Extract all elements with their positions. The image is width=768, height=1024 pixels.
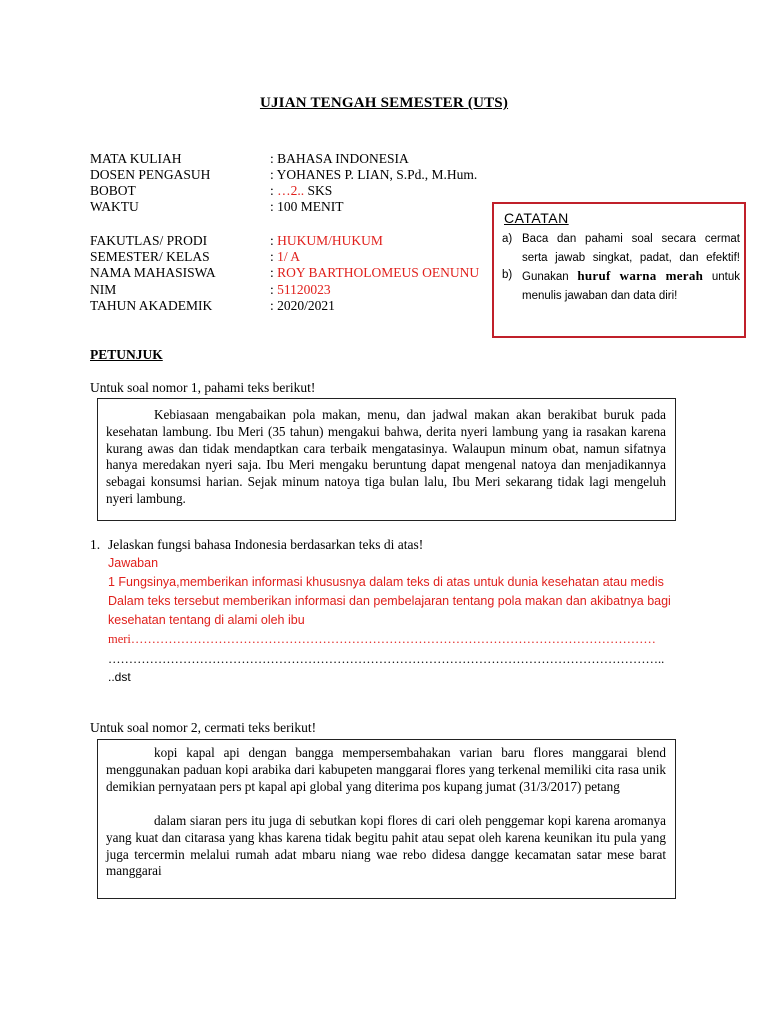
- identity-value: [270, 183, 332, 199]
- identity-label: FAKUTLAS/ PRODI: [90, 233, 208, 248]
- intro-question-2: Untuk soal nomor 2, cermati teks berikut!: [90, 720, 317, 735]
- identity-label: WAKTU: [90, 199, 139, 214]
- reading-text-box-1: [97, 398, 676, 521]
- reading-text-box-2: [97, 739, 676, 899]
- identity-value: [270, 249, 300, 265]
- answer-line: kesehatan tentang di alami oleh ibu: [108, 613, 305, 627]
- identity-value: : BAHASA INDONESIA: [270, 151, 409, 166]
- identity-label: NAMA MAHASISWA: [90, 265, 216, 280]
- dst-label: ..dst: [108, 670, 131, 684]
- item-line: serta jawab singkat, padat, dan efektif!: [522, 252, 740, 264]
- item-text: untuk: [703, 271, 741, 283]
- identity-label: TAHUN AKADEMIK: [90, 298, 213, 313]
- bobot-answer: …2..: [277, 183, 305, 198]
- kelas-answer: 1/ A: [277, 249, 301, 264]
- reading-text-2-paragraph-1: kopi kapal api dengan bangga mempersembahakan varian baru flores manggarai blend menggunakan paduan kopi arabika dari kabupeten manggarai flores yang terkenal memiliki cita rasa unik demikian pernyataan pers pt kapal api global yang diterima pos kupang jumat (31/3/2017) petang: [106, 745, 666, 794]
- answer-label: Jawaban: [108, 556, 159, 570]
- identity-label: NIM: [90, 282, 117, 297]
- petunjuk-heading: PETUNJUK: [90, 347, 163, 362]
- intro-question-1: Untuk soal nomor 1, pahami teks berikut!: [90, 380, 316, 395]
- answer-line: Dalam teks tersebut memberikan informasi dan pembelajaran tentang pola makan dan akibatnya bagi: [108, 594, 671, 608]
- identity-value: : 100 MENIT: [270, 199, 344, 214]
- identity-label: BOBOT: [90, 183, 136, 198]
- catatan-title: CATATAN: [504, 210, 569, 226]
- value-prefix: :: [270, 249, 278, 264]
- identity-value: : YOHANES P. LIAN, S.Pd., M.Hum.: [270, 167, 478, 182]
- item-marker: a): [502, 233, 513, 245]
- reading-text-1: Kebiasaan mengabaikan pola makan, menu, dan jadwal makan akan berakibat buruk pada kesehatan lambung. Ibu Meri (35 tahun) mengakui bahwa, derita nyeri lambung yang ia rasakan karena kurang awas dan tidak mendaptkan cara terbaik mengatasinya. Walaupun minum obat, namun sifatnya hanya meredakan nyeri saja. Ibu Meri mengaku beruntung dapat mengenal natoya dan menjadikannya sebagai konsumsi harian. Sejak minum natoya tiga bulan lalu, Ibu Meri sekarang tidak lagi mengeluh nyeri lambung.: [106, 407, 666, 506]
- item-emphasis: huruf warna merah: [577, 268, 704, 283]
- value-suffix: SKS: [304, 183, 333, 198]
- question-number: 1.: [90, 537, 101, 552]
- value-prefix: :: [270, 233, 278, 248]
- answer-line: 1 Fungsinya,memberikan informasi khususnya dalam teks di atas untuk dunia kesehatan atau medis: [108, 575, 664, 589]
- item-line: [522, 266, 740, 287]
- catatan-box: [492, 202, 746, 338]
- catatan-item-b: [502, 266, 740, 306]
- item-line: menulis jawaban dan data diri!: [522, 290, 678, 302]
- question-1-text: Jelaskan fungsi bahasa Indonesia berdasarkan teks di atas!: [108, 537, 424, 552]
- nim-answer: 51120023: [277, 282, 331, 297]
- identity-value: [270, 233, 383, 249]
- identity-value: [270, 282, 331, 298]
- catatan-item-a: [502, 230, 740, 268]
- answer-dots: ……………………………………………………………………………………………………………………..: [108, 652, 665, 666]
- item-line: Baca dan pahami soal secara cermat: [522, 233, 740, 245]
- identity-label: DOSEN PENGASUH: [90, 167, 211, 182]
- prodi-answer: HUKUM/HUKUM: [277, 233, 383, 248]
- reading-text-2-paragraph-2: dalam siaran pers itu juga di sebutkan kopi flores di cari oleh penggemar kopi karena aromanya yang kuat dan citarasa yang khas karena tidak begitu pahit atau sepat oleh karena keunikan itu pula yang juga tercermin melalui rumah adat mbaru niang wae rebo didesa dangge kecamatan satar mese barat manggarai: [106, 813, 666, 879]
- value-prefix: :: [270, 265, 278, 280]
- item-marker: b): [502, 269, 513, 281]
- item-text: Gunakan: [522, 271, 578, 283]
- document-title: UJIAN TENGAH SEMESTER (UTS): [259, 95, 509, 111]
- value-prefix: :: [270, 183, 278, 198]
- identity-value: : 2020/2021: [270, 298, 335, 313]
- student-name-answer: ROY BARTHOLOMEUS OENUNU: [277, 265, 480, 280]
- value-prefix: :: [270, 282, 278, 297]
- identity-label: MATA KULIAH: [90, 151, 182, 166]
- answer-line: meri………………………………………………………………………………………………………………: [108, 632, 656, 646]
- identity-value: [270, 265, 479, 281]
- identity-label: SEMESTER/ KELAS: [90, 249, 210, 264]
